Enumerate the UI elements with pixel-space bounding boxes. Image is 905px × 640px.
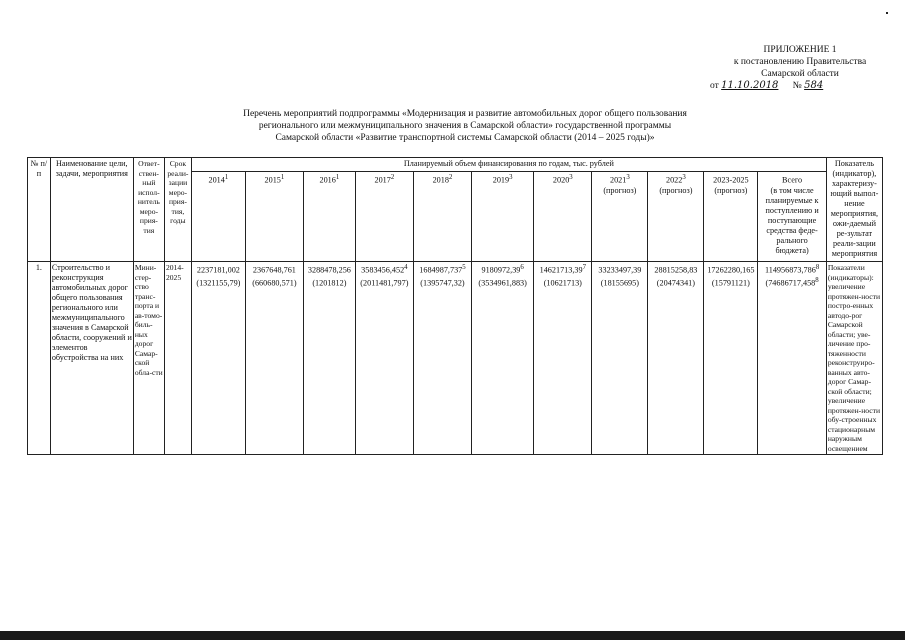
header-year-10 <box>758 172 826 262</box>
header-year-4 <box>413 172 471 262</box>
value-federal: (1321155,79) <box>196 278 241 288</box>
row-name: Строительство и реконструкция автомобильных дорог общего пользования регионального или межмуниципального значения в Самарской области, сооружений и элементов обустройства на них <box>50 262 133 455</box>
title-line-1: Перечень мероприятий подпрограммы «Модернизация и развитие автомобильных дорог общего пользования <box>243 109 687 119</box>
from-label: от <box>710 81 719 91</box>
value-federal: (3534961,883) <box>478 278 527 288</box>
year-footnote: 3 <box>509 174 513 182</box>
value-amount: 33233497,39 <box>598 265 642 275</box>
year-footnote: 2 <box>448 174 453 182</box>
year-label: 2014 <box>208 176 225 186</box>
value-cell <box>303 262 355 455</box>
value-cell <box>472 262 534 455</box>
resolution-date: 11.10.2018 <box>721 80 779 91</box>
table-row <box>28 262 883 455</box>
value-footnote: 6 <box>520 264 524 271</box>
year-footnote: 2 <box>390 174 395 182</box>
financing-table <box>27 157 883 455</box>
value-amount: 17262280,165 <box>707 265 755 275</box>
header-year-1 <box>245 172 303 262</box>
federal-footnote: 8 <box>815 276 819 284</box>
year-footnote: 3 <box>626 174 630 182</box>
value-cell <box>413 262 471 455</box>
value-amount: 3583456,452 <box>361 265 405 275</box>
year-footnote: 1 <box>280 174 285 182</box>
header-row-top <box>28 158 883 172</box>
scan-speck <box>886 12 888 14</box>
year-label: 2023-2025 <box>713 176 749 186</box>
header-indicator: Показатель (индикатор), характеризу-ющий выпол-нение мероприятия, ожи-даемый ре-зультат реали-зации мероприятия <box>826 158 882 262</box>
value-federal: (18155695) <box>600 278 639 288</box>
value-cell <box>534 262 592 455</box>
document-title <box>160 108 770 144</box>
header-year-2 <box>303 172 355 262</box>
header-financing: Планируемый объем финансирования по годам, тыс. рублей <box>191 158 826 172</box>
header-year-5 <box>472 172 534 262</box>
value-cell <box>592 262 648 455</box>
value-amount: 114956873,786 <box>764 265 816 275</box>
value-federal: (74686717,458 <box>765 278 816 288</box>
value-cell <box>704 262 758 455</box>
value-footnote: 8 <box>815 264 820 271</box>
value-footnote: 7 <box>582 264 587 271</box>
header-year-9 <box>704 172 758 262</box>
value-footnote: 5 <box>462 264 466 271</box>
header-year-8 <box>648 172 704 262</box>
year-footnote: 3 <box>569 174 573 182</box>
value-cell <box>758 262 826 455</box>
value-amount: 2237181,002 <box>196 265 240 275</box>
header-num: № п/п <box>28 158 51 262</box>
header-year-3 <box>355 172 413 262</box>
appendix-line-2: Самарской области <box>761 69 839 79</box>
value-federal: (1395747,32) <box>420 278 465 288</box>
year-label: 2020 <box>552 176 570 186</box>
value-amount: 2367648,761 <box>252 265 296 275</box>
year-footnote: 1 <box>335 174 340 182</box>
year-label: 2019 <box>492 176 510 186</box>
header-responsible: Ответ-ствен-ный испол-нитель меро-прия-тия <box>133 158 164 262</box>
value-amount: 14621713,39 <box>539 265 583 275</box>
resolution-number: 584 <box>804 80 824 91</box>
year-label: Всего <box>782 176 803 186</box>
title-line-3: Самарской области «Развитие транспортной системы Самарской области (2014 – 2025 годы)» <box>275 133 655 143</box>
year-label: 2017 <box>374 176 391 186</box>
year-note: (в том числе планируемые к поступлению и поступающие средства феде-рального бюджета) <box>765 186 819 256</box>
number-label: № <box>792 81 802 91</box>
value-cell <box>648 262 704 455</box>
year-note: (прогноз) <box>603 186 637 196</box>
header-year-6 <box>534 172 592 262</box>
year-label: 2022 <box>665 176 683 186</box>
year-footnote: 1 <box>224 174 229 182</box>
value-federal: (2011481,797) <box>360 278 409 288</box>
row-term: 2014-2025 <box>164 262 191 455</box>
header-term: Срок реали-зации меро-прия-тия, годы <box>164 158 191 262</box>
appendix-line-1: к постановлению Правительства <box>733 57 867 67</box>
header-year-0 <box>191 172 245 262</box>
year-footnote: 3 <box>682 174 686 182</box>
year-note: (прогноз) <box>714 186 748 196</box>
appendix-title: ПРИЛОЖЕНИЕ 1 <box>763 45 837 55</box>
year-note: (прогноз) <box>659 186 693 196</box>
header-year-7 <box>592 172 648 262</box>
year-label: 2018 <box>432 176 449 186</box>
value-federal: (660680,571) <box>252 278 297 288</box>
year-label: 2021 <box>609 176 627 186</box>
value-cell <box>245 262 303 455</box>
scan-bottom-edge <box>0 626 905 640</box>
resolution-date-line <box>700 80 900 92</box>
value-federal: (10621713) <box>543 278 582 288</box>
value-amount: 28815258,83 <box>654 265 698 275</box>
value-federal: (20474341) <box>656 278 695 288</box>
value-federal: (1201812) <box>312 278 347 288</box>
header-name: Наименование цели, задачи, мероприятия <box>50 158 133 262</box>
year-label: 2015 <box>264 176 281 186</box>
value-cell <box>355 262 413 455</box>
row-indicator: Показатели (индикаторы): увеличение протяжен-ности постро-енных автодо-рог Самарской области; уве-личение про-тяженности реконструиро-ванных авто-дорог Самар-ской области; увеличение протяжен-ности обу-строенных стационарным наружным освещением <box>826 262 882 455</box>
year-label: 2016 <box>319 176 336 186</box>
appendix-block <box>700 44 900 92</box>
row-num: 1. <box>28 262 51 455</box>
title-line-2: регионального или межмуниципального значения в Самарской области» государственной программы <box>258 121 672 131</box>
value-amount: 1684987,737 <box>419 265 463 275</box>
value-federal: (15791121) <box>711 278 750 288</box>
row-responsible: Мини-стер-ство транс-порта и ав-томо-биль-ных дорог Самар-ской обла-сти <box>133 262 164 455</box>
value-amount: 9180972,39 <box>481 265 521 275</box>
value-cell <box>191 262 245 455</box>
value-footnote: 4 <box>404 264 408 271</box>
value-amount: 3288478,256 <box>307 265 351 275</box>
